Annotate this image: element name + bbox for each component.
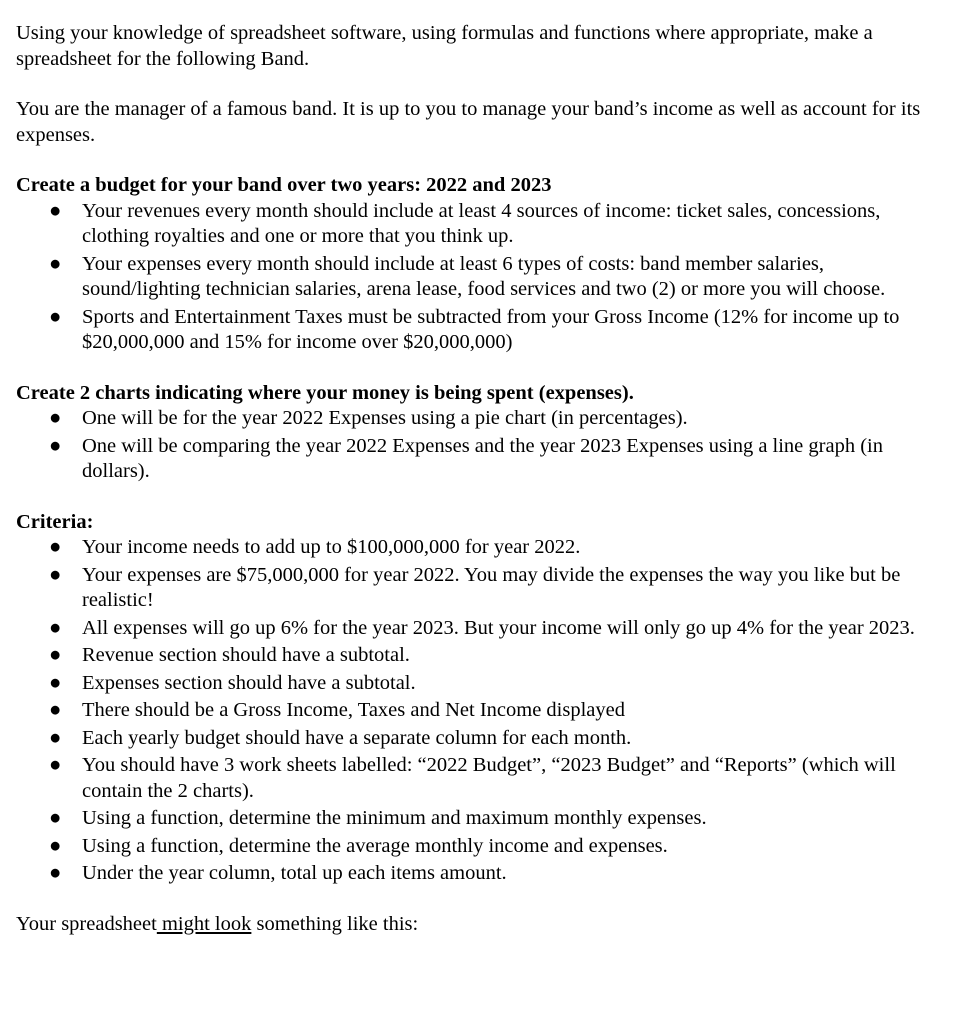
list-item-text: Using a function, determine the average monthly income and expenses. bbox=[82, 834, 668, 857]
document-page bbox=[16, 21, 946, 937]
bullet-icon: ● bbox=[49, 754, 62, 776]
list-item-text: Using a function, determine the minimum and maximum monthly expenses. bbox=[82, 807, 707, 829]
list-item bbox=[16, 199, 946, 250]
list-item bbox=[16, 434, 946, 485]
list-item-text: One will be for the year 2022 Expenses using a pie chart (in percentages). bbox=[82, 407, 688, 429]
bullet-icon: ● bbox=[49, 434, 62, 457]
charts-list bbox=[16, 406, 946, 485]
bullet-icon: ● bbox=[49, 536, 62, 558]
closing-prefix: Your spreadsheet bbox=[16, 912, 157, 935]
intro-paragraph: Using your knowledge of spreadsheet software, using formulas and functions where appropriate, make a spreadsheet for the following Band. bbox=[16, 22, 873, 70]
list-item bbox=[16, 861, 946, 887]
list-item-text: Sports and Entertainment Taxes must be subtracted from your Gross Income (12% for income up to $20,000,000 and 15% for income over $20,000,000) bbox=[82, 305, 900, 353]
list-item-text: Revenue section should have a subtotal. bbox=[82, 644, 410, 666]
charts-heading: Create 2 charts indicating where your money is being spent (expenses). bbox=[16, 381, 634, 404]
list-item-text: Your expenses every month should include at least 6 types of costs: band member salaries, sound/lighting technician salaries, arena lease, food services and two (2) or more you will choose. bbox=[82, 252, 886, 300]
list-item bbox=[16, 698, 946, 724]
bullet-icon: ● bbox=[49, 616, 62, 639]
list-item bbox=[16, 305, 946, 356]
bullet-icon: ● bbox=[49, 252, 62, 275]
scenario-paragraph: You are the manager of a famous band. It is up to you to manage your band’s income as well as account for its expenses. bbox=[16, 98, 921, 146]
bullet-icon: ● bbox=[49, 862, 62, 884]
list-item bbox=[16, 753, 946, 804]
criteria-list bbox=[16, 535, 946, 887]
closing-paragraph bbox=[16, 912, 946, 938]
list-item bbox=[16, 406, 946, 432]
list-item bbox=[16, 643, 946, 669]
list-item bbox=[16, 563, 946, 614]
list-item-text: You should have 3 work sheets labelled: “2022 Budget”, “2023 Budget” and “Reports” (which will contain the 2 charts). bbox=[82, 754, 896, 802]
list-item-text: All expenses will go up 6% for the year 2023. But your income will only go up 4% for the year 2023. bbox=[82, 616, 915, 639]
list-item bbox=[16, 616, 946, 642]
list-item-text: There should be a Gross Income, Taxes and Net Income displayed bbox=[82, 699, 625, 721]
list-item-text: Under the year column, total up each items amount. bbox=[82, 862, 507, 884]
bullet-icon: ● bbox=[49, 563, 62, 586]
bullet-icon: ● bbox=[49, 671, 62, 694]
list-item bbox=[16, 252, 946, 303]
bullet-icon: ● bbox=[49, 834, 62, 857]
list-item-text: Your revenues every month should include at least 4 sources of income: ticket sales, concessions, clothing royalties and one or more that you think up. bbox=[82, 199, 881, 247]
list-item-text: Expenses section should have a subtotal. bbox=[82, 671, 416, 694]
closing-suffix: something like this: bbox=[251, 912, 419, 935]
list-item bbox=[16, 726, 946, 752]
criteria-section bbox=[16, 510, 946, 887]
budget-heading: Create a budget for your band over two years: 2022 and 2023 bbox=[16, 174, 552, 196]
list-item bbox=[16, 834, 946, 860]
budget-list bbox=[16, 199, 946, 356]
list-item-text: Each yearly budget should have a separate column for each month. bbox=[82, 726, 632, 749]
closing-underlined: might look bbox=[156, 912, 252, 935]
criteria-heading: Criteria: bbox=[16, 510, 94, 533]
bullet-icon: ● bbox=[49, 726, 62, 749]
list-item-text: Your expenses are $75,000,000 for year 2022. You may divide the expenses the way you like but be realistic! bbox=[82, 563, 901, 611]
bullet-icon: ● bbox=[49, 199, 62, 222]
list-item-text: Your income needs to add up to $100,000,000 for year 2022. bbox=[82, 536, 581, 558]
budget-section bbox=[16, 173, 946, 356]
bullet-icon: ● bbox=[49, 407, 62, 429]
list-item bbox=[16, 806, 946, 832]
charts-section bbox=[16, 381, 946, 485]
list-item-text: One will be comparing the year 2022 Expenses and the year 2023 Expenses using a line graph (in dollars). bbox=[82, 434, 883, 482]
bullet-icon: ● bbox=[49, 699, 62, 721]
list-item bbox=[16, 671, 946, 697]
bullet-icon: ● bbox=[49, 807, 62, 829]
bullet-icon: ● bbox=[49, 305, 62, 328]
bullet-icon: ● bbox=[49, 644, 62, 666]
list-item bbox=[16, 535, 946, 561]
